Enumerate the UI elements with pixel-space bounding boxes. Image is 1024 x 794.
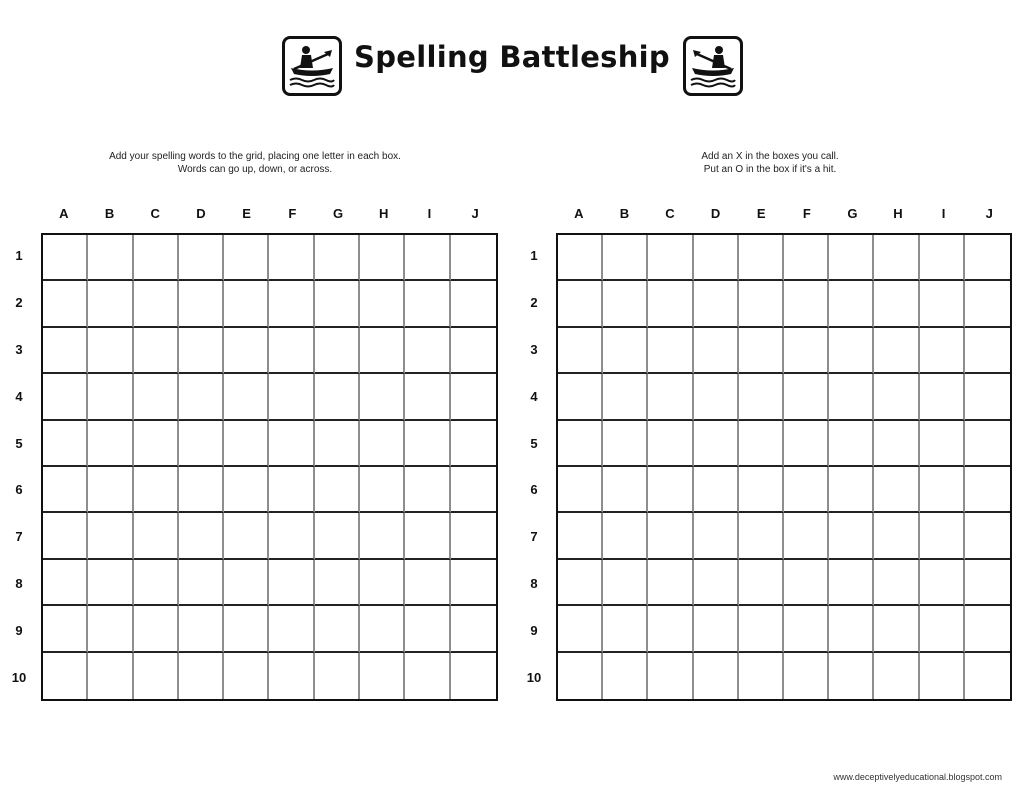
grid-cell[interactable] [134, 328, 179, 374]
row-header: 9 [15, 622, 23, 638]
grid-cell[interactable] [315, 421, 360, 467]
grid-cell[interactable] [694, 374, 739, 420]
column-header: J [471, 206, 479, 221]
grid-cell[interactable] [179, 281, 224, 327]
grid-cell[interactable] [648, 421, 693, 467]
row-header: 10 [11, 669, 27, 685]
grid-cell[interactable] [43, 467, 88, 513]
grid-cell[interactable] [603, 513, 648, 559]
grid-cell[interactable] [694, 235, 739, 281]
grid-cell[interactable] [965, 653, 1010, 699]
grid-cell[interactable] [315, 374, 360, 420]
grid-cell[interactable] [224, 513, 269, 559]
grid-cell[interactable] [405, 513, 450, 559]
grid-cell[interactable] [43, 328, 88, 374]
grid-cell[interactable] [43, 653, 88, 699]
column-header: E [756, 206, 766, 221]
row-header: 3 [15, 342, 23, 357]
grid-cell[interactable] [603, 281, 648, 327]
row-header: 5 [15, 435, 23, 451]
grid-cell[interactable] [694, 328, 739, 374]
row-header: 8 [530, 576, 538, 591]
grid-cell[interactable] [224, 421, 269, 467]
grid-cell[interactable] [405, 235, 450, 281]
grid-cell[interactable] [739, 560, 784, 606]
row-header: 8 [15, 576, 23, 591]
grid-cell[interactable] [829, 281, 874, 327]
grid-cell[interactable] [965, 513, 1010, 559]
row-header: 4 [15, 388, 23, 404]
grid-cell[interactable] [874, 281, 919, 327]
grid-cell[interactable] [134, 606, 179, 652]
column-header: D [710, 206, 721, 221]
grid-cell[interactable] [784, 374, 829, 420]
grid-cell[interactable] [451, 235, 496, 281]
grid-cell[interactable] [965, 467, 1010, 513]
row-header: 1 [15, 248, 23, 264]
column-header: I [427, 206, 432, 221]
grid-cell[interactable] [920, 606, 965, 652]
grid-cell[interactable] [558, 328, 603, 374]
grid-cell[interactable] [603, 235, 648, 281]
grid-cell[interactable] [648, 235, 693, 281]
row-header: 7 [15, 529, 23, 545]
grid-cell[interactable] [269, 560, 314, 606]
grid-cell[interactable] [134, 281, 179, 327]
grid-cell[interactable] [739, 328, 784, 374]
grid-cell[interactable] [784, 421, 829, 467]
column-header: G [332, 206, 344, 221]
grid-cell[interactable] [603, 467, 648, 513]
grid-cell[interactable] [88, 513, 133, 559]
grid-cell[interactable] [920, 421, 965, 467]
grid-cell[interactable] [269, 328, 314, 374]
grid-cell[interactable] [648, 281, 693, 327]
grid-cell[interactable] [43, 235, 88, 281]
grid-cell[interactable] [874, 653, 919, 699]
right-instructions [560, 150, 980, 176]
grid-cell[interactable] [405, 467, 450, 513]
grid-cell[interactable] [451, 374, 496, 420]
grid-cell[interactable] [874, 235, 919, 281]
grid-cell[interactable] [179, 513, 224, 559]
grid-cell[interactable] [224, 281, 269, 327]
grid-cell[interactable] [360, 374, 405, 420]
grid-cell[interactable] [694, 421, 739, 467]
grid-cell[interactable] [360, 421, 405, 467]
grid-cell[interactable] [451, 281, 496, 327]
grid-cell[interactable] [829, 421, 874, 467]
grid-cell[interactable] [784, 653, 829, 699]
grid-cell[interactable] [224, 235, 269, 281]
grid-cell[interactable] [315, 467, 360, 513]
grid-cell[interactable] [43, 560, 88, 606]
grid-cell[interactable] [739, 374, 784, 420]
grid-cell[interactable] [965, 235, 1010, 281]
grid-cell[interactable] [43, 281, 88, 327]
grid-cell[interactable] [88, 421, 133, 467]
grid-cell[interactable] [829, 328, 874, 374]
row-header: 3 [530, 342, 538, 357]
grid-cell[interactable] [694, 653, 739, 699]
grid-cell[interactable] [134, 374, 179, 420]
grid-cell[interactable] [43, 513, 88, 559]
column-header: G [847, 206, 858, 221]
grid-cell[interactable] [965, 421, 1010, 467]
grid-cell[interactable] [829, 560, 874, 606]
grid-cell[interactable] [829, 606, 874, 652]
row-header: 10 [526, 669, 542, 685]
grid-cell[interactable] [360, 606, 405, 652]
grid-cell[interactable] [405, 606, 450, 652]
grid-cell[interactable] [920, 513, 965, 559]
grid-cell[interactable] [739, 235, 784, 281]
grid-cell[interactable] [451, 513, 496, 559]
grid-cell[interactable] [360, 281, 405, 327]
column-header: B [619, 206, 630, 221]
grid-cell[interactable] [134, 467, 179, 513]
grid-cell[interactable] [874, 467, 919, 513]
grid-cell[interactable] [360, 235, 405, 281]
grid-cell[interactable] [829, 374, 874, 420]
grid-cell[interactable] [315, 653, 360, 699]
grid-cell[interactable] [603, 560, 648, 606]
grid-cell[interactable] [648, 653, 693, 699]
grid-cell[interactable] [558, 374, 603, 420]
grid-cell[interactable] [874, 606, 919, 652]
grid-cell[interactable] [829, 513, 874, 559]
grid-cell[interactable] [558, 421, 603, 467]
grid-cell[interactable] [784, 513, 829, 559]
grid-cell[interactable] [179, 328, 224, 374]
grid-cell[interactable] [88, 281, 133, 327]
grid-cell[interactable] [405, 560, 450, 606]
grid-cell[interactable] [360, 560, 405, 606]
grid-cell[interactable] [360, 328, 405, 374]
column-header: A [59, 206, 69, 221]
grid-cell[interactable] [315, 606, 360, 652]
grid-cell[interactable] [179, 421, 224, 467]
column-header: F [288, 206, 297, 221]
grid-cell[interactable] [405, 653, 450, 699]
grid-cell[interactable] [558, 560, 603, 606]
grid-cell[interactable] [451, 328, 496, 374]
grid-cell[interactable] [134, 235, 179, 281]
grid-cell[interactable] [269, 467, 314, 513]
grid-cell[interactable] [269, 513, 314, 559]
grid-cell[interactable] [784, 560, 829, 606]
column-header: C [665, 206, 675, 221]
grid-cell[interactable] [179, 560, 224, 606]
grid-cell[interactable] [179, 235, 224, 281]
grid-cell[interactable] [43, 606, 88, 652]
grid-cell[interactable] [920, 467, 965, 513]
grid-cell[interactable] [694, 281, 739, 327]
grid-cell[interactable] [648, 560, 693, 606]
grid-cell[interactable] [694, 606, 739, 652]
grid-cell[interactable] [88, 328, 133, 374]
grid-cell[interactable] [88, 606, 133, 652]
instruction-line: Add your spelling words to the grid, placing one letter in each box. [109, 151, 401, 162]
grid-cell[interactable] [648, 513, 693, 559]
grid-cell[interactable] [829, 653, 874, 699]
grid-cell[interactable] [874, 513, 919, 559]
grid-cell[interactable] [648, 467, 693, 513]
grid-cell[interactable] [965, 281, 1010, 327]
grid-cell[interactable] [965, 328, 1010, 374]
grid-cell[interactable] [134, 421, 179, 467]
grid-cell[interactable] [558, 281, 603, 327]
grid-cell[interactable] [134, 653, 179, 699]
grid-cell[interactable] [784, 281, 829, 327]
grid-cell[interactable] [965, 560, 1010, 606]
grid-cell[interactable] [920, 235, 965, 281]
grid-cell[interactable] [43, 374, 88, 420]
grid-cell[interactable] [965, 374, 1010, 420]
battle-grid-right[interactable] [556, 233, 1012, 701]
grid-cell[interactable] [88, 235, 133, 281]
grid-cell[interactable] [739, 281, 784, 327]
grid-cell[interactable] [874, 328, 919, 374]
grid-cell[interactable] [269, 374, 314, 420]
footer-url: www.deceptivelyeducational.blogspot.com [833, 772, 1002, 782]
row-header: 4 [530, 388, 538, 404]
instruction-line: Words can go up, down, or across. [177, 164, 333, 175]
grid-cell[interactable] [315, 328, 360, 374]
grid-cell[interactable] [269, 606, 314, 652]
grid-cell[interactable] [874, 560, 919, 606]
grid-cell[interactable] [829, 467, 874, 513]
grid-cell[interactable] [405, 421, 450, 467]
column-header: C [150, 206, 160, 221]
grid-cell[interactable] [451, 421, 496, 467]
left-instructions [30, 150, 480, 176]
grid-cell[interactable] [739, 606, 784, 652]
grid-cell[interactable] [360, 467, 405, 513]
grid-cell[interactable] [784, 606, 829, 652]
grid-cell[interactable] [603, 374, 648, 420]
kayak-icon [683, 36, 743, 96]
grid-cell[interactable] [224, 467, 269, 513]
instruction-line: Put an O in the box if it's a hit. [703, 164, 837, 175]
grid-cell[interactable] [88, 374, 133, 420]
grid-cell[interactable] [224, 374, 269, 420]
grid-cell[interactable] [224, 653, 269, 699]
spelling-grid-left[interactable] [41, 233, 498, 701]
grid-cell[interactable] [603, 328, 648, 374]
column-header: B [104, 206, 115, 221]
grid-cell[interactable] [603, 653, 648, 699]
grid-cell[interactable] [405, 374, 450, 420]
grid-cell[interactable] [405, 328, 450, 374]
column-header: F [802, 206, 811, 221]
grid-cell[interactable] [269, 421, 314, 467]
grid-cell[interactable] [920, 374, 965, 420]
column-header: D [196, 206, 206, 221]
grid-cell[interactable] [224, 606, 269, 652]
grid-cell[interactable] [558, 513, 603, 559]
column-header: H [893, 206, 903, 221]
grid-cell[interactable] [739, 421, 784, 467]
grid-cell[interactable] [360, 513, 405, 559]
grid-cell[interactable] [405, 281, 450, 327]
grid-cell[interactable] [360, 653, 405, 699]
grid-cell[interactable] [224, 328, 269, 374]
column-header: J [985, 206, 993, 221]
grid-cell[interactable] [451, 467, 496, 513]
grid-cell[interactable] [269, 281, 314, 327]
grid-cell[interactable] [739, 513, 784, 559]
grid-cell[interactable] [179, 374, 224, 420]
grid-cell[interactable] [179, 606, 224, 652]
grid-cell[interactable] [603, 606, 648, 652]
column-header: H [379, 206, 389, 221]
grid-cell[interactable] [451, 560, 496, 606]
row-header: 7 [530, 529, 538, 545]
grid-cell[interactable] [558, 606, 603, 652]
grid-cell[interactable] [451, 653, 496, 699]
grid-cell[interactable] [179, 653, 224, 699]
page-title: Spelling Battleship [354, 40, 670, 74]
grid-cell[interactable] [558, 653, 603, 699]
row-header: 2 [15, 295, 23, 311]
grid-cell[interactable] [694, 513, 739, 559]
grid-cell[interactable] [648, 328, 693, 374]
grid-cell[interactable] [784, 328, 829, 374]
grid-cell[interactable] [315, 235, 360, 281]
row-header: 2 [530, 295, 538, 311]
instruction-line: Add an X in the boxes you call. [701, 151, 839, 162]
grid-cell[interactable] [648, 374, 693, 420]
row-header: 6 [15, 482, 23, 498]
grid-cell[interactable] [874, 421, 919, 467]
grid-cell[interactable] [784, 467, 829, 513]
grid-cell[interactable] [694, 560, 739, 606]
grid-cell[interactable] [224, 560, 269, 606]
grid-cell[interactable] [134, 513, 179, 559]
grid-cell[interactable] [43, 421, 88, 467]
grid-cell[interactable] [134, 560, 179, 606]
grid-cell[interactable] [269, 653, 314, 699]
row-header: 5 [530, 435, 538, 451]
grid-cell[interactable] [920, 281, 965, 327]
grid-cell[interactable] [179, 467, 224, 513]
grid-cell[interactable] [920, 560, 965, 606]
grid-cell[interactable] [784, 235, 829, 281]
grid-cell[interactable] [269, 235, 314, 281]
grid-cell[interactable] [739, 653, 784, 699]
row-header: 9 [530, 622, 538, 638]
grid-cell[interactable] [694, 467, 739, 513]
grid-cell[interactable] [739, 467, 784, 513]
grid-cell[interactable] [451, 606, 496, 652]
grid-cell[interactable] [920, 653, 965, 699]
grid-cell[interactable] [829, 235, 874, 281]
grid-cell[interactable] [558, 235, 603, 281]
column-header: E [242, 206, 251, 221]
column-header: I [941, 206, 946, 221]
grid-cell[interactable] [88, 560, 133, 606]
column-header: A [574, 206, 584, 221]
grid-cell[interactable] [315, 513, 360, 559]
grid-cell[interactable] [88, 467, 133, 513]
grid-cell[interactable] [920, 328, 965, 374]
grid-cell[interactable] [648, 606, 693, 652]
row-header: 1 [530, 248, 538, 264]
grid-cell[interactable] [965, 606, 1010, 652]
grid-cell[interactable] [315, 560, 360, 606]
grid-cell[interactable] [558, 467, 603, 513]
grid-cell[interactable] [315, 281, 360, 327]
row-header: 6 [530, 482, 538, 498]
grid-cell[interactable] [88, 653, 133, 699]
grid-cell[interactable] [874, 374, 919, 420]
grid-cell[interactable] [603, 421, 648, 467]
